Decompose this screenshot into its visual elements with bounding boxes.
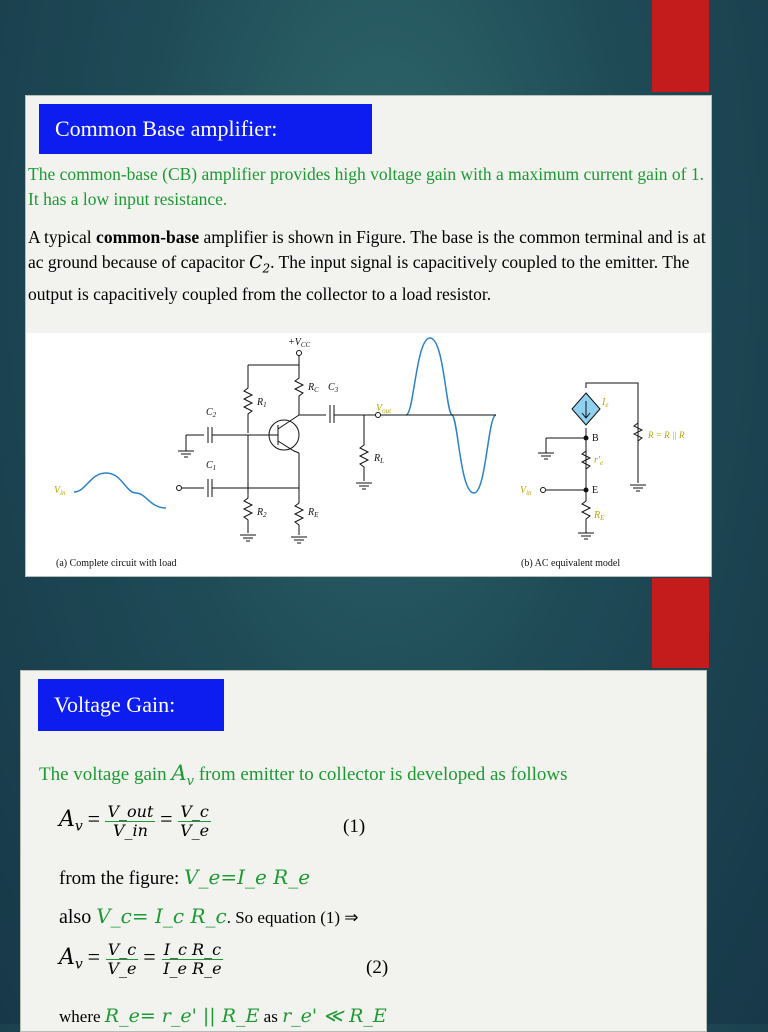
re-label: $R_E$ bbox=[308, 507, 319, 519]
circuit-figure bbox=[26, 333, 711, 576]
c1-label: $C_1$ bbox=[206, 460, 217, 472]
vcc-label: $+V_{CC}$ bbox=[288, 337, 311, 349]
vout-label: $V_{out}$ bbox=[376, 403, 392, 415]
intro-text: The common-base (CB) amplifier provides high voltage gain with a maximum current gain of 1. It has a low input resistance. bbox=[28, 164, 705, 209]
c2-capacitor bbox=[186, 427, 248, 443]
rl-ground bbox=[356, 483, 372, 489]
rl-label: $R_L$ bbox=[374, 453, 385, 465]
vin-terminal bbox=[177, 486, 182, 491]
accent-bar-middle bbox=[652, 578, 709, 668]
r1-label: $R_1$ bbox=[257, 397, 267, 409]
equation-2-number: (2) bbox=[366, 957, 389, 978]
rc-resistor bbox=[295, 365, 303, 415]
re-resistor bbox=[295, 488, 303, 535]
c2-label: $C_2$ bbox=[206, 407, 217, 419]
figure-line: from the figure: V_e=I_e R_e bbox=[59, 865, 311, 889]
ac-vin-label: $V_{in}$ bbox=[520, 485, 532, 497]
input-sine-wave bbox=[74, 473, 166, 508]
vin-label: $V_{in}$ bbox=[54, 485, 66, 497]
ac-re-label: $R_E$ bbox=[594, 510, 605, 522]
slide-title: Voltage Gain: bbox=[38, 679, 224, 731]
accent-bar-top bbox=[652, 0, 709, 92]
c1-capacitor bbox=[181, 453, 299, 497]
slide-common-base bbox=[25, 95, 712, 577]
equation-1-number: (1) bbox=[343, 816, 366, 837]
caption-b: (b) AC equivalent model bbox=[521, 558, 621, 569]
body-text: A typical common-base amplifier is shown in Figure. The base is the common terminal and is at ac ground because of capacitor $C_2$. The input signal is capacitively coupled to the emitter. The output is capacitively coupled from the collector to a load resistor. bbox=[28, 227, 706, 304]
re-ground bbox=[291, 537, 307, 543]
ac-vin-terminal bbox=[541, 488, 546, 493]
c3-label: $C_3$ bbox=[328, 382, 339, 394]
r2-label: $R_2$ bbox=[257, 507, 267, 519]
ac-re-prime-label: $r'_e$ bbox=[594, 455, 604, 467]
caption-a: (a) Complete circuit with load bbox=[56, 558, 177, 569]
equation-1: $A_v$ = $\frac{\text{V\_out}}{V\_in}$ = $\frac{V\_c}{V\_e}$ bbox=[59, 802, 210, 840]
circuit-diagram bbox=[26, 333, 711, 576]
vcc-terminal bbox=[297, 351, 302, 356]
transistor-leads bbox=[248, 415, 299, 453]
slide-title: Common Base amplifier: bbox=[39, 104, 372, 154]
r2-resistor bbox=[244, 435, 252, 533]
ac-ie-label: $I_e$ bbox=[602, 397, 609, 409]
ac-re-resistor bbox=[578, 490, 594, 539]
rc-label: $R_C$ bbox=[308, 382, 319, 394]
equation-2: $A_v$ = $\frac{V\_c}{V\_e}$ = $\frac{\text{I\_c R\_c}}{\text{I\_e R\_e}}$ bbox=[59, 940, 222, 978]
ac-rc-label: R = R || R bbox=[648, 430, 685, 440]
r2-ground bbox=[240, 535, 256, 541]
r1-resistor bbox=[244, 365, 252, 433]
c2-ground bbox=[178, 435, 194, 457]
ac-b-label: B bbox=[592, 433, 599, 444]
also-line: also V_c= I_c R_c. So equation (1) ⇒ bbox=[59, 904, 359, 928]
slide-voltage-gain bbox=[20, 670, 707, 1032]
gain-intro: The voltage gain $A_v$ from emitter to collector is developed as follows bbox=[39, 761, 568, 789]
vcc-rail bbox=[248, 355, 299, 365]
where-line: where R_e= r_e' || R_E as r_e' ≪ R_E bbox=[59, 1005, 387, 1027]
rl-resistor bbox=[360, 415, 368, 481]
ac-e-label: E bbox=[592, 485, 599, 496]
ac-base-ground bbox=[538, 438, 586, 459]
bold-term: common-base bbox=[96, 227, 200, 247]
